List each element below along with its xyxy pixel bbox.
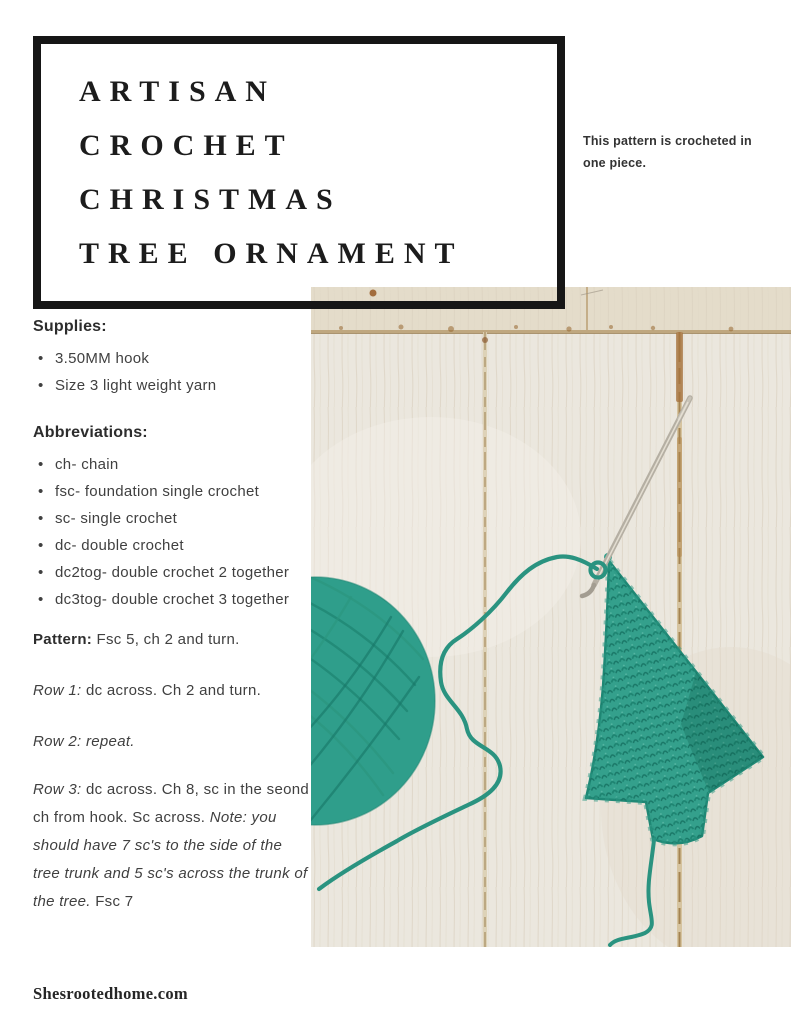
list-item: • fsc- foundation single crochet [33,478,311,505]
row-2-instruction [33,728,311,756]
row-3-label: Row 3: [33,781,82,798]
supplies-section [33,318,311,399]
project-photo [311,287,791,947]
note-line-1: This pattern is crocheted in [583,134,752,148]
row-3-text-a: dc across. Ch 8, sc in the seond ch from hook. Sc across. [33,781,310,826]
row-2-label: Row 2: [33,733,82,750]
note-line-2: one piece. [583,156,647,170]
abbreviations-section [33,424,311,613]
list-item: • 3.50MM hook [33,345,311,372]
list-item: • sc- single crochet [33,505,311,532]
list-item: • dc- double crochet [33,532,311,559]
website-footer: Shesrootedhome.com [33,984,188,1003]
pattern-start [33,626,311,654]
list-item: • dc2tog- double crochet 2 together [33,559,311,586]
one-piece-note [583,130,752,174]
page-title-line-4: TREE ORNAMENT [79,237,464,270]
pattern-text: Fsc 5, ch 2 and turn. [96,631,240,648]
list-item: • ch- chain [33,451,311,478]
page-title-line-1: ARTISAN [79,75,276,108]
title-box [33,36,565,309]
row-3-note: Note: you should have 7 sc's to the side of the tree trunk and 5 sc's across the trunk of the tree. [33,809,308,910]
row-2-text: repeat. [85,733,135,750]
list-item: • dc3tog- double crochet 3 together [33,586,311,613]
supplies-list [33,345,311,399]
row-1-text: dc across. Ch 2 and turn. [85,682,262,699]
abbreviations-heading: Abbreviations: [33,424,148,441]
page-title-line-3: CHRISTMAS [79,183,342,216]
pattern-label: Pattern: [33,631,93,648]
abbreviations-list [33,451,311,613]
row-3-text-b: Fsc 7 [95,893,134,910]
page-title-line-2: CROCHET [79,129,294,162]
supplies-heading: Supplies: [33,318,107,335]
list-item: • Size 3 light weight yarn [33,372,311,399]
photo-illustration [311,287,791,947]
row-1-instruction [33,677,311,705]
row-3-instruction [33,776,311,916]
row-1-label: Row 1: [33,682,82,699]
